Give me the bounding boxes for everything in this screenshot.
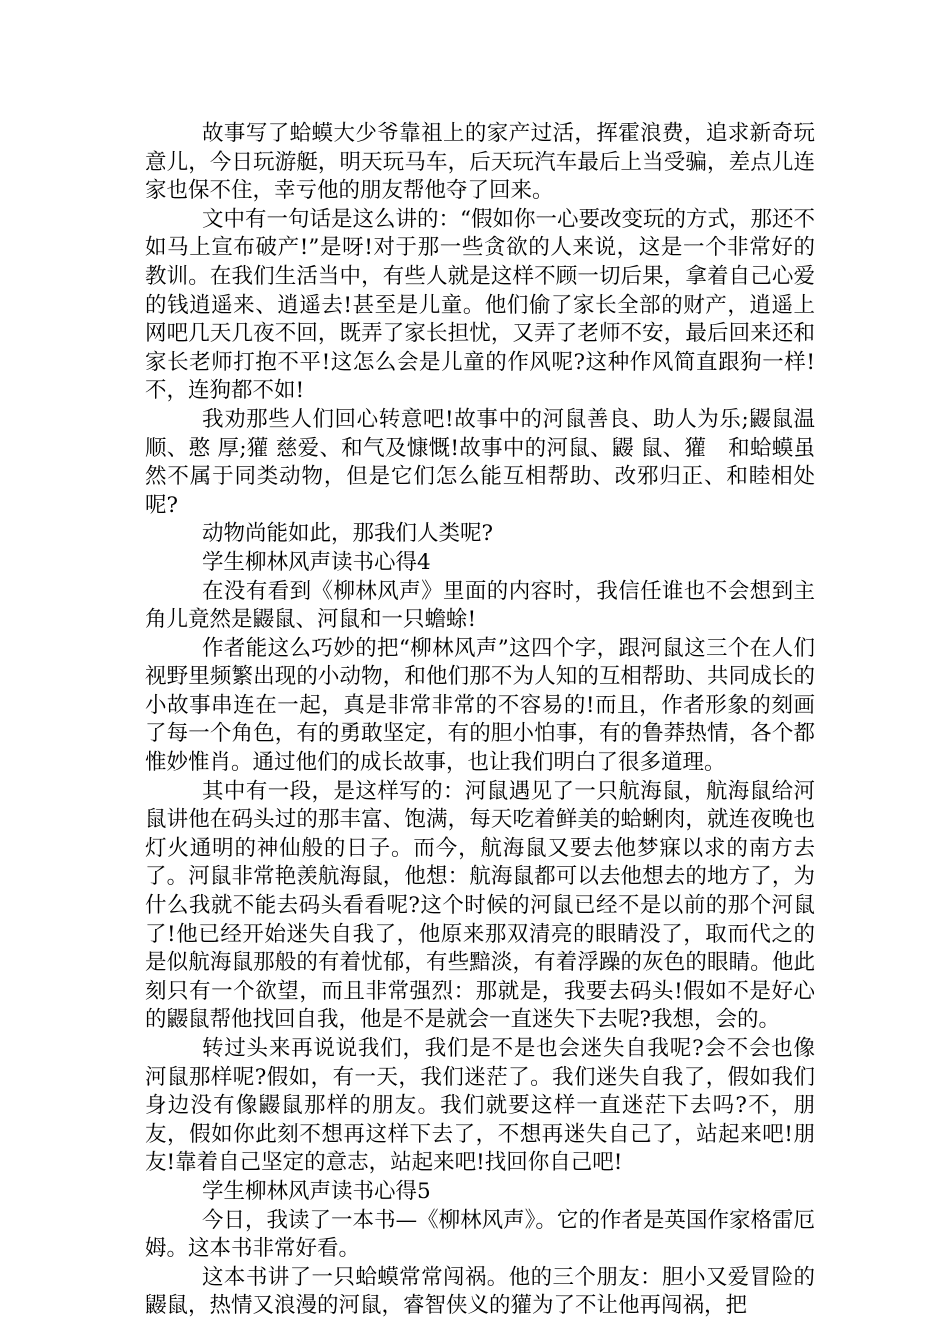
paragraph: 转过头来再说说我们，我们是不是也会迷失自我呢?会不会也像河鼠那样呢?假如，有一天，我们迷茫了。我们迷失自我了，假如我们身边没有像鼹鼠那样的朋友。我们就要这样一直迷茫下去吗?不，朋友，假如你此刻不想再这样下去了，不想再迷失自己了，站起来吧!朋友!靠着自己坚定的意志，站起来吧!找回你自己吧! — [145, 1036, 815, 1176]
document-page — [145, 120, 815, 1321]
paragraph: 文中有一句话是这么讲的：“假如你一心要改变玩的方式，那还不如马上宣布破产!”是呀!对于那一些贪欲的人来说，这是一个非常好的教训。在我们生活当中，有些人就是这样不顾一切后果，拿着自己心爱的钱逍遥来、逍遥去!甚至是儿童。他们偷了家长全部的财产，逍遥上网吧几天几夜不回，既弄了家长担忧，又弄了老师不安，最后回来还和家长老师打抱不平!这怎么会是儿童的作风呢?这种作风简直跟狗一样!不，连狗都不如! — [145, 206, 815, 404]
paragraph: 作者能这么巧妙的把“柳林风声”这四个字，跟河鼠这三个在人们视野里频繁出现的小动物，和他们那不为人知的互相帮助、共同成长的小故事串连在一起，真是非常非常的不容易的!而且，作者形象的刻画了每一个角色，有的勇敢坚定，有的胆小怕事，有的鲁莽热情，各个都惟妙惟肖。通过他们的成长故事，也让我们明白了很多道理。 — [145, 635, 815, 776]
paragraph: 今日，我读了一本书—《柳林风声》。它的作者是英国作家格雷厄姆。这本书非常好看。 — [145, 1207, 815, 1262]
section-heading: 学生柳林风声读书心得5 — [202, 1178, 431, 1204]
paragraph: 动物尚能如此，那我们人类呢? — [202, 521, 494, 547]
paragraph: 我劝那些人们回心转意吧!故事中的河鼠善良、助人为乐;鼹鼠温顺、憨 厚;獾 慈爱、和气及慷慨!故事中的河鼠、鼹 鼠、獾 和蛤蟆虽然不属于同类动物，但是它们怎么能互相帮助、改邪归正、和睦相处呢? — [145, 406, 815, 518]
paragraph: 在没有看到《柳林风声》里面的内容时，我信任谁也不会想到主角儿竟然是鼹鼠、河鼠和一只蟾蜍! — [145, 578, 815, 633]
paragraph: 其中有一段，是这样写的：河鼠遇见了一只航海鼠，航海鼠给河鼠讲他在码头过的那丰富、饱满，每天吃着鲜美的蛤蜊肉，就连夜晚也灯火通明的神仙般的日子。而今，航海鼠又要去他梦寐以求的南方去了。河鼠非常艳羡航海鼠，他想：航海鼠都可以去他想去的地方了，为什么我就不能去码头看看呢?这个时候的河鼠已经不是以前的那个河鼠了!他已经开始迷失自我了，他原来那双清亮的眼睛没了，取而代之的是似航海鼠那般的有着忧郁，有些黯淡，有着浮躁的灰色的眼睛。他此刻只有一个欲望，而且非常强烈：那就是，我要去码头!假如不是好心的鼹鼠帮他找回自我，他是不是就会一直迷失下去呢?我想，会的。 — [145, 778, 815, 1033]
paragraph: 这本书讲了一只蛤蟆常常闯祸。他的三个朋友：胆小又爱冒险的鼹鼠，热情又浪漫的河鼠，睿智侠义的獾为了不让他再闯祸，把 — [145, 1264, 815, 1319]
section-heading: 学生柳林风声读书心得4 — [202, 549, 431, 575]
paragraph: 故事写了蛤蟆大少爷靠祖上的家产过活，挥霍浪费，追求新奇玩意儿，今日玩游艇，明天玩马车，后天玩汽车最后上当受骗，差点儿连家也保不住，幸亏他的朋友帮他夺了回来。 — [145, 121, 815, 204]
